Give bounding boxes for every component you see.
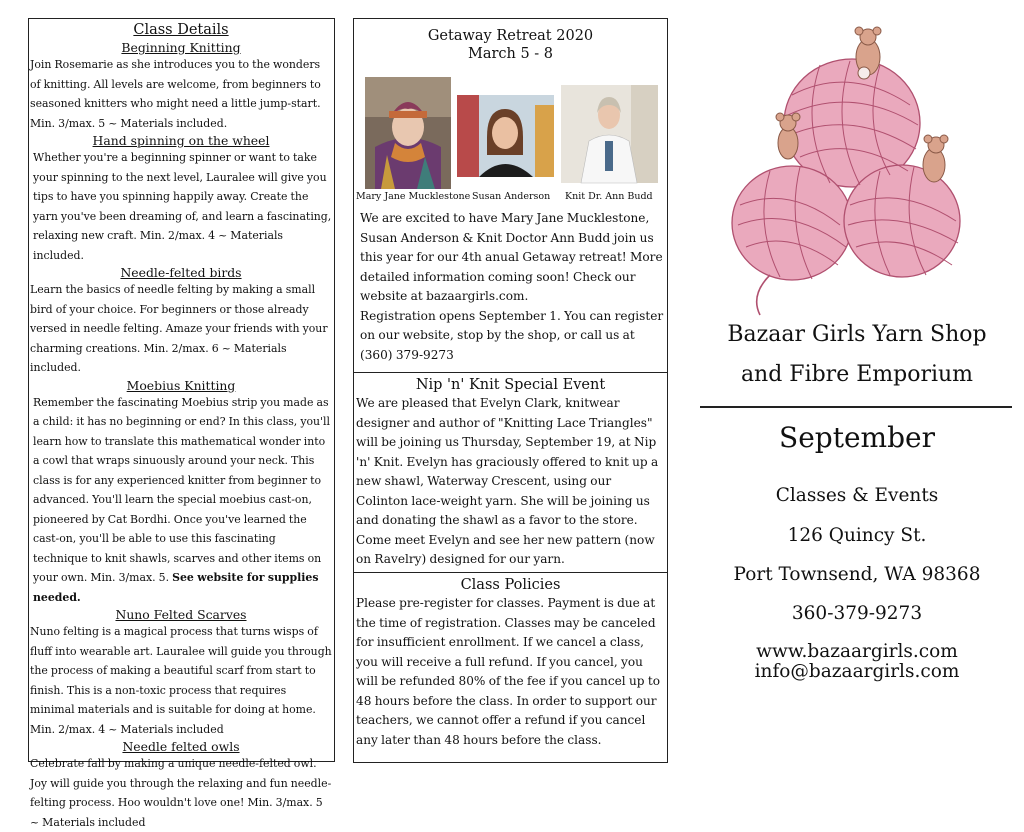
classes-events-subtitle: Classes & Events [775, 485, 939, 506]
class-title: Needle-felted birds [120, 265, 242, 280]
retreat-title: Getaway Retreat 2020 [427, 28, 594, 44]
class-description: Whether you're a beginning spinner or want to take your spinning to the next level, Lauralee will give you tips to have you spinning happily away. Create the yarn you've been dreaming of, and learn a fascinating, relaxing new craft. Min. 2/max. 4 ~ Materials included. [33, 151, 332, 262]
month-title: September [779, 421, 935, 454]
class-title: Hand spinning on the wheel [92, 133, 270, 148]
divider [700, 406, 1012, 408]
portrait-image [561, 85, 658, 183]
class-policies-section [354, 573, 667, 762]
retreat-body [358, 209, 667, 365]
yarn-balls-mice-logo [730, 25, 970, 315]
portrait-image [365, 77, 451, 189]
photo-caption: Mary Jane Mucklestone [356, 191, 471, 202]
class-description: Join Rosemarie as she introduces you to the wonders of knitting. All levels are welcome, from beginners to seasoned knitters who might need a little jump-start. Min. 3/max. 5 ~ Materials included. [30, 58, 321, 130]
class-description-text: Remember the fascinating Moebius strip you made as a child: it has no beginning or end? In this class, you'll learn how to translate this mathematical wonder into a cowl that wraps sinuously around your neck. This class is for any experienced knitter from beginner to advanced. You'll learn the special moebius cast-on, pioneered by Cat Bordhi. Once you've learned the cast-on, you'll be able to use this fascinating technique to knit shawls, scarves and other items on your own. Min. 3/max. 5. [33, 395, 330, 584]
class-description: Celebrate fall by making a unique needle-felted owl. Joy will guide you through the relaxing and fun needle-felting process. Hoo wouldn't love one! Min. 3/max. 5 ~ Materials included [30, 757, 332, 829]
photo-caption: Susan Anderson [472, 191, 551, 202]
class-title: Moebius Knitting [126, 377, 236, 393]
class-description: Learn the basics of needle felting by making a small bird of your choice. For beginners or those already versed in needle felting. Amaze your friends with your charming creations. Min. 2/max. 6 ~ Materials included. [30, 283, 328, 374]
phone-number: 360-379-9273 [791, 603, 923, 624]
nip-n-knit-title: Nip 'n' Knit Special Event [415, 377, 606, 393]
class-description [30, 393, 332, 608]
teacher-photo-mary-jane [365, 77, 451, 189]
class-details-panel [28, 18, 335, 829]
teacher-photo-susan [457, 95, 554, 177]
email-link[interactable]: info@bazaargirls.com [754, 661, 960, 682]
shop-name-line1: Bazaar Girls Yarn Shop [727, 322, 987, 347]
class-description: Nuno felting is a magical process that turns wisps of fluff into wearable art. Lauralee will guide you through the process of making a beautiful scarf from start to finish. This is a non-toxic process that requires minimal materials and is suitable for doing at home. Min. 2/max. 4 ~ Materials included [30, 625, 332, 736]
class-details-heading: Class Details [133, 22, 229, 38]
class-title: Beginning Knitting [121, 40, 241, 55]
nip-n-knit-section [354, 373, 667, 573]
city-address: Port Townsend, WA 98368 [733, 564, 981, 585]
retreat-section [354, 19, 667, 373]
website-link[interactable]: www.bazaargirls.com [756, 641, 958, 662]
shop-name-line2: and Fibre Emporium [740, 362, 974, 387]
nip-n-knit-description: We are pleased that Evelyn Clark, knitwear designer and author of "Knitting Lace Triangles" will be joining us Thursday, September 19, at Nip 'n' Knit. Evelyn has graciously offered to knit up a new shawl, Waterway Crescent, using our Colinton lace-weight yarn. She will be joining us and donating the shawl as a favor to the store. Come meet Evelyn and see her new pattern (now on Ravelry) designed for our yarn. [356, 396, 659, 566]
teacher-photo-ann [561, 85, 658, 183]
portrait-image [457, 95, 554, 177]
supplies-note: See website for supplies needed. [33, 571, 319, 604]
class-title: Nuno Felted Scarves [115, 607, 247, 622]
cover-panel [690, 0, 1024, 791]
registration-info: Registration opens September 1. You can register on our website, stop by the shop, or call us at (360) 379-9273 [360, 308, 664, 362]
class-policies-text: Please pre-register for classes. Payment is due at the time of registration. Classes may be canceled for insufficient enrollment. If we cancel a class, you will receive a full refund. If you cancel, you will be refunded 80% of the fee if you cancel up to 48 hours before the class. In order to support our teachers, we cannot offer a refund if you cancel any later than 48 hours before the class. [356, 596, 660, 747]
events-panel [353, 18, 668, 763]
retreat-description: We are excited to have Mary Jane Mucklestone, Susan Anderson & Knit Doctor Ann Budd join us this year for our 4th anual Getaway retreat! More detailed information coming soon! Check our website at bazaargirls.com. [360, 211, 663, 303]
class-policies-title: Class Policies [460, 577, 561, 593]
street-address: 126 Quincy St. [787, 525, 927, 546]
photo-caption: Knit Dr. Ann Budd [565, 191, 653, 202]
retreat-dates: March 5 - 8 [467, 46, 554, 62]
class-title: Needle felted owls [122, 739, 240, 754]
